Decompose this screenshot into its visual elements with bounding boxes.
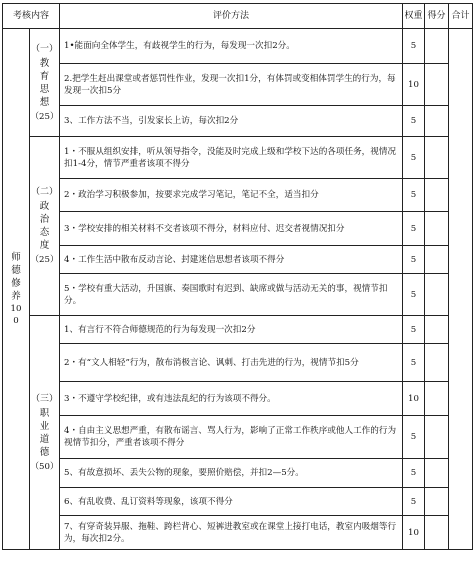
weight-value: 10 [403,64,425,106]
score-cell[interactable] [425,316,449,344]
weight-value: 5 [403,416,425,459]
table-row [3,179,473,212]
criterion-text: 1、有言行不符合师德规范的行为每发现一次扣2分 [60,316,403,344]
criterion-text: 4・自由主义思想严重，有散布谣言、骂人行为，影响了正常工作秩序或他人工作的行为视情节扣分，严重者该项不得分 [60,416,403,459]
table-row [3,106,473,137]
table-row [3,316,473,344]
weight-value: 5 [403,246,425,274]
table-row [3,64,473,106]
weight-value: 5 [403,179,425,212]
score-cell[interactable] [425,516,449,550]
criterion-text: 1•能面向全体学生，有歧视学生的行为，每发现一次扣2分。 [60,29,403,64]
weight-value: 5 [403,344,425,382]
weight-value: 5 [403,106,425,137]
score-cell[interactable] [425,64,449,106]
table-row [3,246,473,274]
score-cell[interactable] [425,212,449,246]
evaluation-table [2,3,473,550]
criterion-text: 5、有故意损坏、丢失公物的现象，要照价赔偿，并扣2—5分。 [60,459,403,488]
criterion-text: 3、工作方法不当，引发家长上访，每次扣2分 [60,106,403,137]
table-row [3,344,473,382]
group-number: （一） [31,43,59,54]
group-title: 职业道德 [39,407,50,458]
criterion-text: 3・不遵守学校纪律，或有违法乱纪的行为该项不得分。 [60,382,403,416]
table-row [3,212,473,246]
weight-value: 5 [403,316,425,344]
score-cell[interactable] [425,488,449,516]
header-row [3,4,473,29]
criterion-text: 2・有“文人相轻”行为，散布消极言论、讽刺、打击先进的行为，视情节扣5分 [60,344,403,382]
weight-value: 5 [403,29,425,64]
group-cell [30,316,60,550]
section-cell [3,29,30,550]
weight-value: 10 [403,516,425,550]
group-cell [30,29,60,137]
criterion-text: 2・政治学习积极参加，按要求完成学习笔记，笔记不全，适当扣分 [60,179,403,212]
group-title: 教育思想 [39,57,50,108]
weight-value: 5 [403,274,425,316]
total-cell[interactable] [449,29,473,550]
score-cell[interactable] [425,137,449,179]
criterion-text: 3・学校安排的相关材料不交者该项不得分，材料应付、迟交者视情况扣分 [60,212,403,246]
criterion-text: 1・不服从组织安排，听从领导指令，没能及时完成上级和学校下达的各项任务，视情况扣1-4分，情节严重者该项不得分 [60,137,403,179]
score-cell[interactable] [425,246,449,274]
score-cell[interactable] [425,29,449,64]
criterion-text: 2.把学生赶出课堂或者惩罚性作业，发现一次扣1分，有体罚或变相体罚学生的行为，每发现一次扣5分 [60,64,403,106]
score-cell[interactable] [425,179,449,212]
weight-value: 5 [403,212,425,246]
score-cell[interactable] [425,416,449,459]
group-points: （25） [30,111,59,122]
weight-value: 10 [403,382,425,416]
group-number: （三） [31,393,59,404]
section-label: 师德修养 [11,252,21,302]
criterion-text: 6、有乱收费、乱订资料等现象，该项不得分 [60,488,403,516]
table-row [3,416,473,459]
score-cell[interactable] [425,106,449,137]
table-row [3,274,473,316]
group-points: （25） [30,255,59,265]
group-title: 政治态度 [39,201,50,251]
weight-value: 5 [403,459,425,488]
score-cell[interactable] [425,274,449,316]
weight-value: 5 [403,137,425,179]
header-total: 合计 [449,4,473,29]
score-cell[interactable] [425,382,449,416]
header-content: 考核内容 [3,4,60,29]
score-cell[interactable] [425,344,449,382]
header-method: 评价方法 [60,4,403,29]
group-number: （二） [31,187,59,197]
table-row [3,29,473,64]
table-row [3,488,473,516]
score-cell[interactable] [425,459,449,488]
section-points: 100 [10,304,22,326]
criterion-text: 5・学校有重大活动，升国旗、奏国歌时有迟到、缺席或做与活动无关的事，视情节扣分。 [60,274,403,316]
table-row [3,516,473,550]
table-row [3,459,473,488]
header-score: 得分 [425,4,449,29]
table-row [3,382,473,416]
group-cell [30,137,60,316]
table-row [3,137,473,179]
header-weight: 权重 [403,4,425,29]
weight-value: 5 [403,488,425,516]
criterion-text: 4・工作生活中散布反动言论、封建迷信思想者该项不得分 [60,246,403,274]
group-points: （50） [30,461,59,472]
criterion-text: 7、有穿奇装异服、拖鞋、跨栏背心、短裤进教室或在课堂上接打电话，教室内吸烟等行为，每次扣2分。 [60,516,403,550]
